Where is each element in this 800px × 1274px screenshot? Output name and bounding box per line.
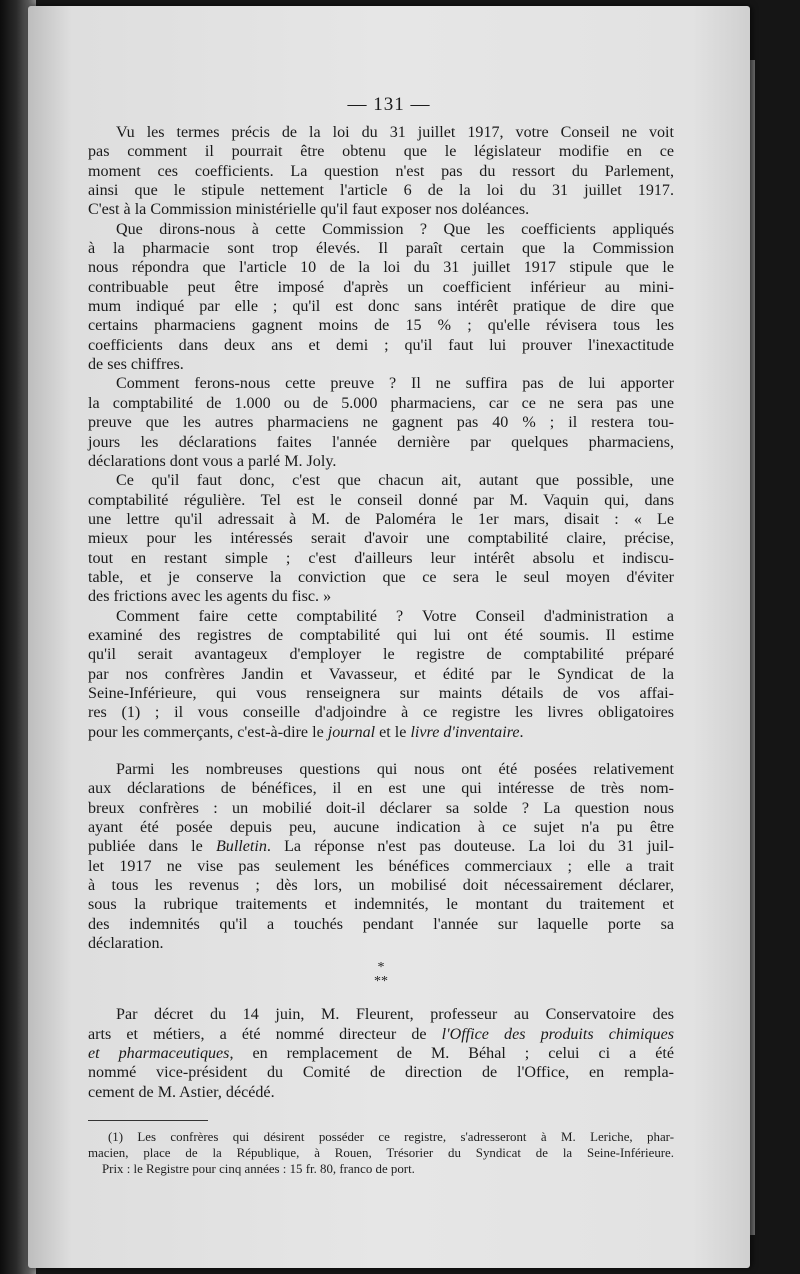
footnote-rule: [88, 1120, 208, 1121]
book-page: [28, 6, 750, 1268]
italic-office-name: l'Office des produits chimiques: [441, 1025, 675, 1043]
footnote: [88, 1129, 674, 1177]
text-line: nommé vice-président du Comité de direction de l'Office, en rempla-: [88, 1064, 674, 1082]
text-line: moment ces coefficients. La question n'est pas du ressort du Parlement,: [88, 162, 674, 180]
text-line: comptabilité régulière. Tel est le conseil donné par M. Vaquin qui, dans: [88, 491, 674, 509]
footnote-line: macien, place de la République, à Rouen, Trésorier du Syndicat de la Seine-Inférieure.: [88, 1146, 674, 1161]
text-line: breux confrères : un mobilié doit-il déclarer sa solde ? La question nous: [88, 799, 674, 817]
text-fragment: et le: [375, 723, 411, 741]
text-line: table, et je conserve la conviction que ce sera le seul moyen d'éviter: [88, 568, 674, 586]
asterism-separator: [88, 961, 674, 989]
section-gap: [88, 742, 674, 760]
text-line: des frictions avec les agents du fisc. »: [88, 588, 332, 606]
text-line: certains pharmaciens gagnent moins de 15 % ; qu'elle révisera tous les: [88, 317, 674, 335]
text-line: nous répondra que l'article 10 de la loi du 31 juillet 1917 stipule que le: [88, 259, 674, 277]
paragraph-2: [88, 220, 674, 375]
text-line: des indemnités qu'il a touchés pendant l'année sur laquelle porte sa: [88, 915, 674, 933]
page-number: — 131 —: [347, 94, 431, 115]
text-line: Ce qu'il faut donc, c'est que chacun ait, autant que possible, une: [116, 472, 674, 490]
text-line: Seine-Inférieure, qui vous renseignera sur maints détails de vos affai-: [88, 684, 674, 702]
footnote-line: Prix : le Registre pour cinq années : 15 fr. 80, franco de port.: [102, 1162, 415, 1177]
text-line: Que dirons-nous à cette Commission ? Que les coefficients appliqués: [116, 220, 674, 238]
text-line: la comptabilité de 1.000 ou de 5.000 pharmaciens, car ce ne sera pas une: [88, 394, 674, 412]
text-line: ayant été posée depuis peu, aucune indication à ce sujet n'a pu être: [88, 819, 674, 837]
text-line: coefficients dans deux ans et demi ; qu'il faut lui prouver l'inexactitude: [88, 336, 674, 354]
paragraph-5: [88, 607, 674, 742]
text-line: de ses chiffres.: [88, 356, 184, 374]
italic-term-journal: journal: [327, 723, 376, 741]
text-fragment: pour les commerçants, c'est-à-dire le: [88, 723, 328, 741]
text-line: par nos confrères Jandin et Vavasseur, et édité par le Syndicat de la: [88, 665, 674, 683]
text-line: Comment faire cette comptabilité ? Votre Conseil d'administration a: [116, 607, 674, 625]
text-line: à la pharmacie sont trop élevés. Il paraît certain que la Commission: [88, 240, 674, 258]
text-line: déclaration.: [88, 935, 164, 953]
text-fragment: publiée dans le: [88, 838, 216, 856]
page-edge-shadow: [750, 60, 755, 1235]
text-line: cement de M. Astier, décédé.: [88, 1083, 275, 1101]
italic-term-bulletin: Bulletin: [215, 838, 267, 856]
paragraph-4: [88, 471, 674, 606]
text-line: à tous les revenus ; dès lors, un mobilisé doit nécessairement déclarer,: [88, 877, 674, 895]
text-line: Parmi les nombreuses questions qui nous ont été posées relativement: [116, 761, 674, 778]
text-line: res (1) ; il vous conseille d'adjoindre à ce registre les livres obligatoires: [88, 704, 674, 722]
text-fragment: .: [519, 723, 524, 741]
asterism-top: *: [377, 960, 385, 976]
text-line: pas comment il pourrait être obtenu que le législateur modifie en ce: [88, 143, 674, 161]
footnote-line: (1) Les confrères qui désirent posséder ce registre, s'adresseront à M. Leriche, phar-: [108, 1130, 674, 1145]
text-fragment: , en remplacement de M. Béhal ; celui ci a été: [229, 1045, 674, 1063]
italic-office-name-cont: et pharmaceutiques: [88, 1045, 230, 1063]
italic-term-inventaire: livre d'inventaire: [410, 723, 520, 741]
paragraph-3: [88, 374, 674, 471]
text-line: Vu les termes précis de la loi du 31 juillet 1917, votre Conseil ne voit: [116, 124, 674, 141]
text-line: [88, 1044, 674, 1063]
text-line: mieux pour les intéressés serait d'avoir une comptabilité claire, précise,: [88, 530, 674, 548]
text-line: [88, 1025, 674, 1044]
text-line: sous la rubrique traitements et indemnités, le montant du traitement et: [88, 896, 674, 914]
text-line: contribuable peut être imposé d'après un coefficient inférieur au mini-: [88, 278, 674, 296]
paragraph-6: [88, 760, 674, 953]
text-line: Comment ferons-nous cette preuve ? Il ne suffira pas de lui apporter: [116, 375, 674, 393]
text-line: jours les déclarations faites l'année dernière par quelques pharmaciens,: [88, 433, 674, 451]
text-line: [88, 837, 674, 856]
page-body: [88, 123, 674, 1177]
paragraph-1: [88, 123, 674, 220]
text-line: mum indiqué par elle ; qu'il est donc sans intérêt pratique de dire que: [88, 298, 674, 316]
text-fragment: . La réponse n'est pas douteuse. La loi du 31 juil-: [266, 838, 674, 856]
asterism-bottom: **: [374, 974, 388, 990]
text-line: [88, 723, 674, 742]
text-line: tout en restant simple ; c'est d'ailleurs leur intérêt absolu et indiscu-: [88, 549, 674, 567]
text-line: une lettre qu'il adressait à M. de Paloméra le 1er mars, disait : « Le: [88, 510, 674, 528]
text-line: let 1917 ne vise pas seulement les bénéfices commerciaux ; elle a trait: [88, 857, 674, 875]
text-line: qu'il serait avantageux d'employer le registre de comptabilité préparé: [88, 646, 674, 664]
text-line: examiné des registres de comptabilité qui lui ont été soumis. Il estime: [88, 626, 674, 644]
text-line: Par décret du 14 juin, M. Fleurent, professeur au Conservatoire des: [116, 1006, 674, 1024]
text-line: ainsi que le stipule nettement l'article 6 de la loi du 31 juillet 1917.: [88, 182, 674, 200]
text-line: déclarations dont vous a parlé M. Joly.: [88, 452, 337, 470]
text-fragment: arts et métiers, a été nommé directeur de: [88, 1025, 442, 1043]
text-line: preuve que les autres pharmaciens ne gagnent pas 40 % ; il restera tou-: [88, 414, 674, 432]
text-line: aux déclarations de bénéfices, il en est une qui intéresse de très nom-: [88, 780, 674, 798]
paragraph-7: [88, 1005, 674, 1102]
text-line: C'est à la Commission ministérielle qu'il faut exposer nos doléances.: [88, 201, 530, 219]
